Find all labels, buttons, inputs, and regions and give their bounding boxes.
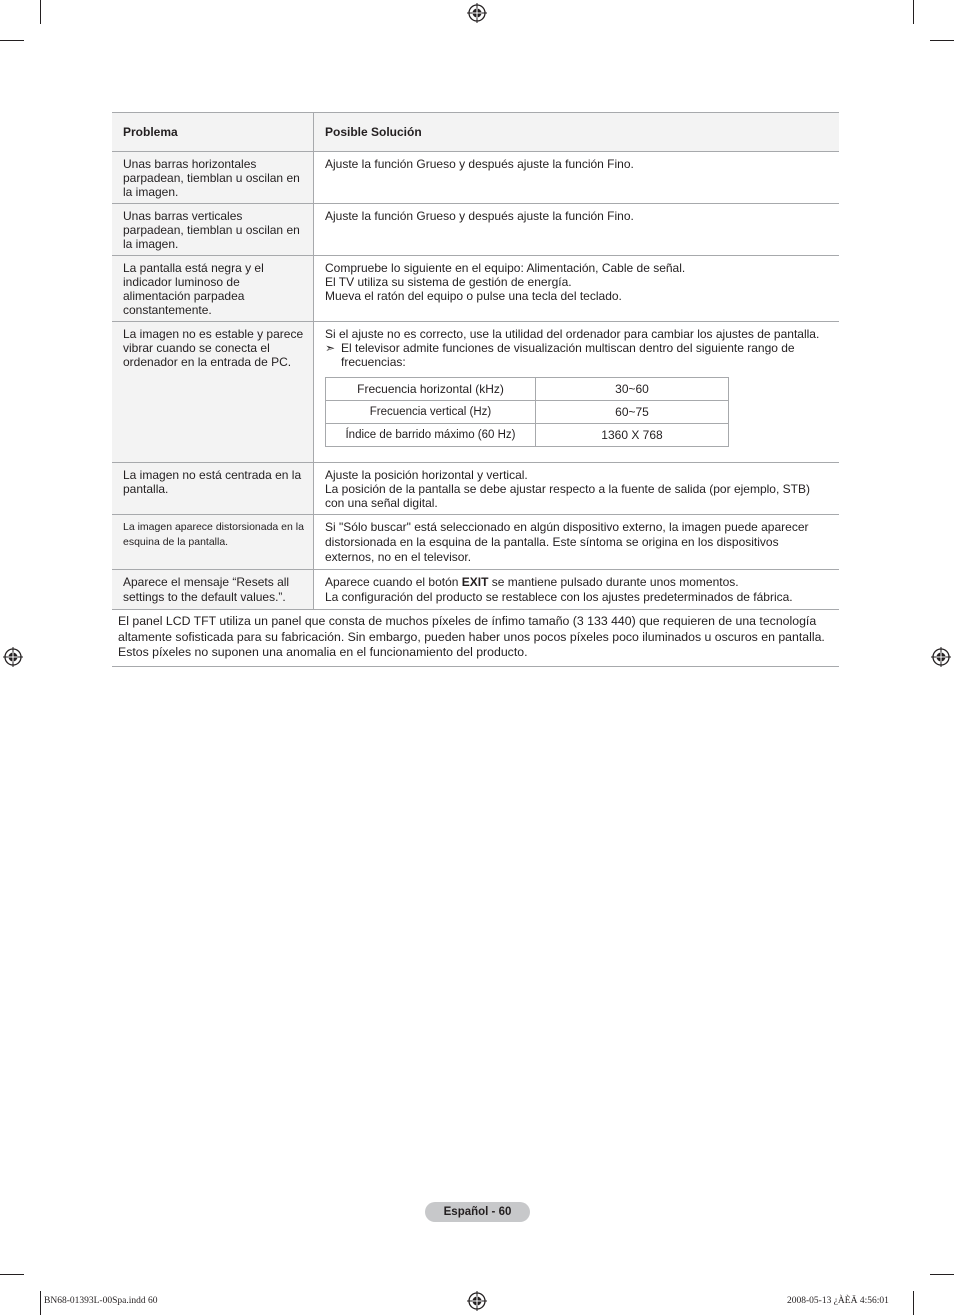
table-row xyxy=(112,256,839,322)
problem-cell: La imagen no está centrada en la pantalla. xyxy=(112,463,314,515)
lcd-panel-note: El panel LCD TFT utiliza un panel que consta de muchos píxeles de ínfimo tamaño (3 133 440) que requieren de una tecnología altamente sofisticada para su fabricación. Sin embargo, pueden haber unos pocos píxeles poco iluminados u oscuros en pantalla. Estos píxeles no suponen una anomalia en el funcionamiento del producto. xyxy=(112,610,839,667)
registration-mark-icon xyxy=(931,647,951,667)
problem-cell: La imagen aparece distorsionada en la esquina de la pantalla. xyxy=(112,515,314,570)
solution-cell xyxy=(314,152,840,204)
table-row xyxy=(112,570,839,610)
problem-cell: La imagen no es estable y parece vibrar cuando se conecta el ordenador en la entrada de PC. xyxy=(112,322,314,463)
crop-mark xyxy=(930,40,954,41)
crop-mark xyxy=(913,1291,914,1315)
column-header-problem: Problema xyxy=(112,113,314,152)
solution-cell xyxy=(314,256,840,322)
solution-text: Ajuste la función Grueso y después ajuste la función Fino. xyxy=(325,209,634,223)
frequency-row xyxy=(326,424,729,447)
solution-text-part: se mantiene pulsado durante unos momentos. xyxy=(488,575,739,589)
solution-text: Compruebe lo siguiente en el equipo: Alimentación, Cable de señal. xyxy=(325,261,686,275)
note-text: El televisor admite funciones de visualización multiscan dentro del siguiente rango de frecuencias: xyxy=(341,341,795,369)
table-header-row xyxy=(112,113,839,152)
frequency-label: Frecuencia horizontal (kHz) xyxy=(326,378,536,401)
crop-mark xyxy=(0,1274,24,1275)
note-row xyxy=(112,610,839,667)
solution-text: La posición de la pantalla se debe ajustar respecto a la fuente de salida (por ejemplo, STB) con una señal digital. xyxy=(325,482,810,510)
solution-cell xyxy=(314,322,840,463)
solution-cell xyxy=(314,463,840,515)
registration-mark-icon xyxy=(3,647,23,667)
frequency-row xyxy=(326,401,729,424)
table-row xyxy=(112,204,839,256)
frequency-table xyxy=(325,377,729,447)
crop-mark xyxy=(930,1274,954,1275)
solution-text: Si el ajuste no es correcto, use la utilidad del ordenador para cambiar los ajustes de pantalla. xyxy=(325,327,820,341)
multiscan-note xyxy=(325,341,829,369)
exit-button-name: EXIT xyxy=(461,575,489,589)
problem-cell: La pantalla está negra y el indicador luminoso de alimentación parpadea constantemente. xyxy=(112,256,314,322)
frequency-value: 30~60 xyxy=(536,378,729,401)
troubleshooting-table xyxy=(112,112,839,667)
solution-text-part: Aparece cuando el botón xyxy=(325,575,462,589)
frequency-label: Índice de barrido máximo (60 Hz) xyxy=(326,424,536,447)
page-number-badge: Español - 60 xyxy=(425,1202,530,1222)
solution-cell xyxy=(314,515,840,570)
solution-text: Ajuste la posición horizontal y vertical. xyxy=(325,468,528,482)
solution-text: El TV utiliza su sistema de gestión de energía. xyxy=(325,275,572,289)
solution-cell xyxy=(314,570,840,610)
registration-mark-icon xyxy=(467,1291,487,1311)
solution-text xyxy=(325,575,829,590)
crop-mark xyxy=(913,0,914,24)
footer-timestamp: 2008-05-13 ¿ÀÈÄ 4:56:01 xyxy=(787,1296,889,1306)
crop-mark xyxy=(40,1291,41,1315)
column-header-solution: Posible Solución xyxy=(314,113,840,152)
frequency-value: 1360 X 768 xyxy=(536,424,729,447)
solution-text: Si "Sólo buscar" está seleccionado en algún dispositivo externo, la imagen puede aparecer distorsionada en la esquina de la pantalla. Este síntoma se origina en los dispositivos externos, no en el televisor. xyxy=(325,520,809,564)
table-row xyxy=(112,152,839,204)
solution-text: Mueva el ratón del equipo o pulse una tecla del teclado. xyxy=(325,289,622,303)
note-arrow-icon: ➣ xyxy=(325,341,336,355)
footer-file-name: BN68-01393L-00Spa.indd 60 xyxy=(44,1296,158,1306)
crop-mark xyxy=(40,0,41,24)
problem-cell: Aparece el mensaje “Resets all settings to the default values.”. xyxy=(112,570,314,610)
solution-text: La configuración del producto se restablece con los ajustes predeterminados de fábrica. xyxy=(325,590,793,604)
solution-text: Ajuste la función Grueso y después ajuste la función Fino. xyxy=(325,157,634,171)
frequency-label: Frecuencia vertical (Hz) xyxy=(326,401,536,424)
crop-mark xyxy=(0,40,24,41)
solution-cell xyxy=(314,204,840,256)
registration-mark-icon xyxy=(467,3,487,23)
problem-cell: Unas barras verticales parpadean, tiemblan u oscilan en la imagen. xyxy=(112,204,314,256)
problem-cell: Unas barras horizontales parpadean, tiemblan u oscilan en la imagen. xyxy=(112,152,314,204)
frequency-value: 60~75 xyxy=(536,401,729,424)
table-row xyxy=(112,463,839,515)
table-row xyxy=(112,322,839,463)
table-row xyxy=(112,515,839,570)
frequency-row xyxy=(326,378,729,401)
